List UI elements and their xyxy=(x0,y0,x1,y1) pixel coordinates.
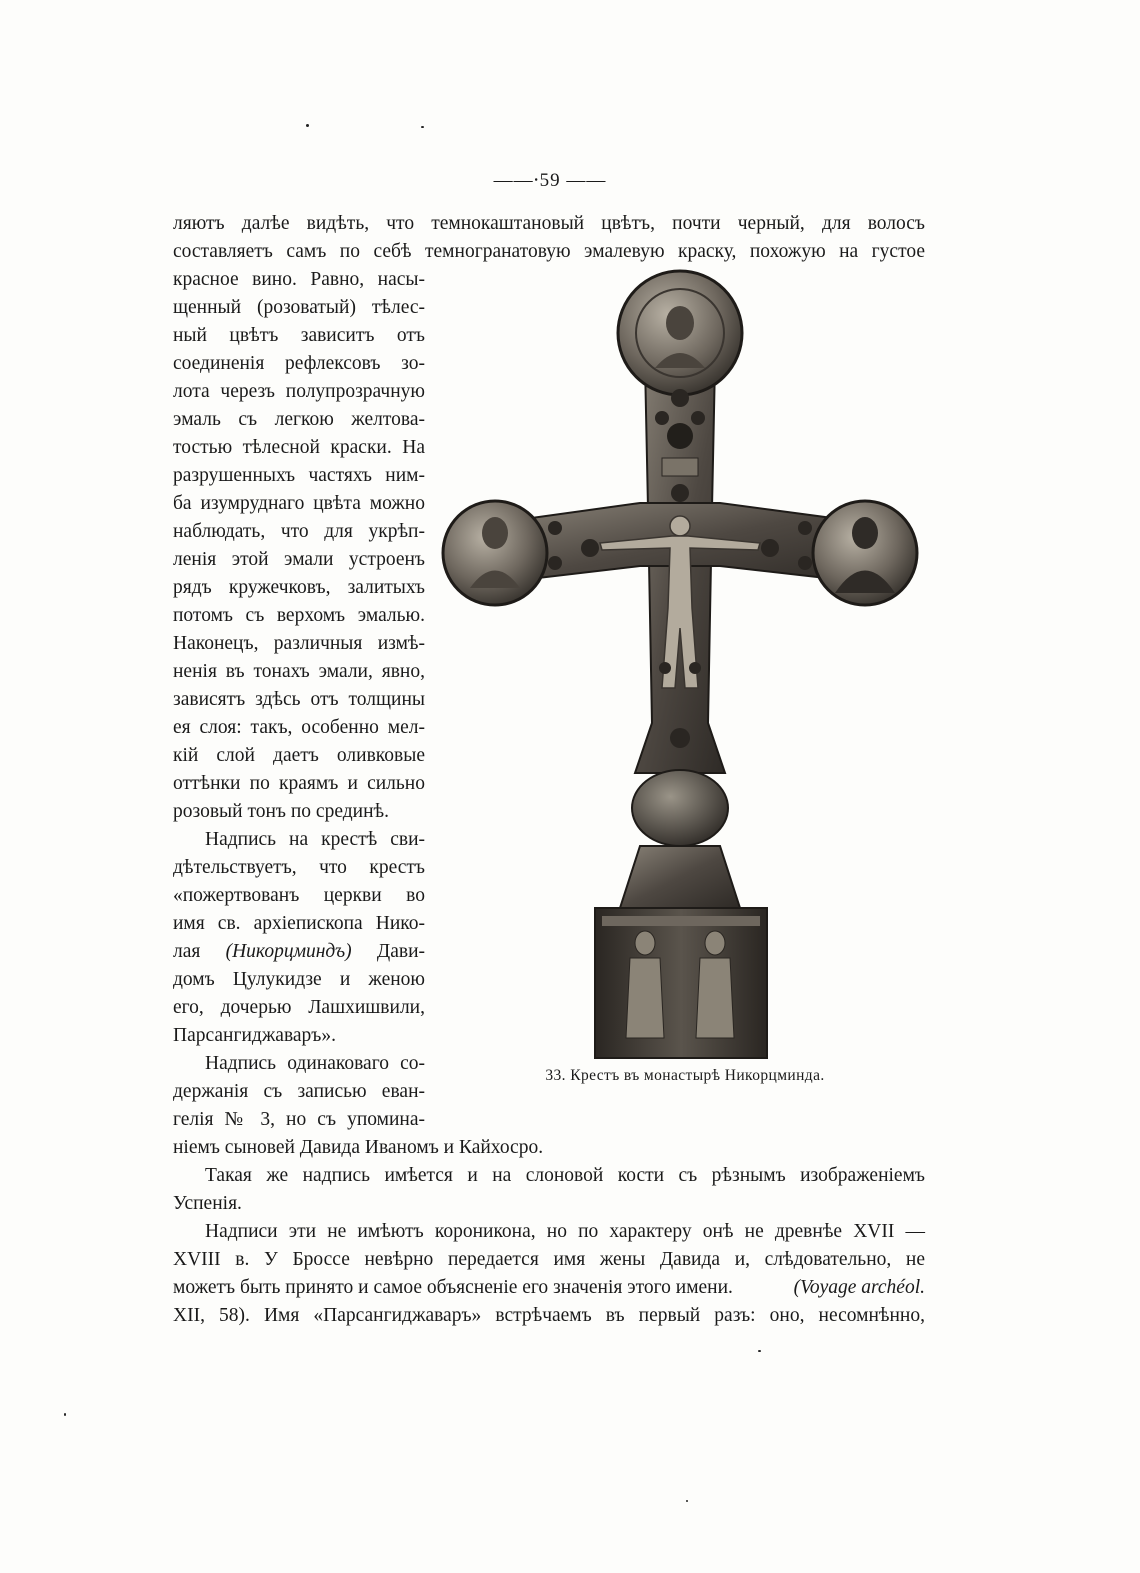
scan-speck xyxy=(686,1500,688,1502)
text-line: розовый тонъ по срединѣ. xyxy=(173,801,389,822)
text-line: его, дочерью Лашхишвили, xyxy=(173,997,425,1018)
text-line: Надпись на крестѣ сви- xyxy=(205,829,425,850)
text-line: зависятъ здѣсь отъ толщины xyxy=(173,689,425,710)
text-line: гелія № 3, но съ упомина- xyxy=(173,1109,425,1130)
text-line: XVIII в. У Броссе невѣрно передается имя жены Давида и, слѣдовательно, не xyxy=(173,1249,925,1270)
scan-speck xyxy=(758,1350,761,1352)
text-line: имя св. архіепископа Нико- xyxy=(173,913,425,934)
text-line: Успенія. xyxy=(173,1193,242,1214)
scan-speck xyxy=(306,124,309,127)
text-line: дѣтельствуетъ, что крестъ xyxy=(173,857,425,878)
text-line: Парсангиджаваръ». xyxy=(173,1025,337,1046)
text-line: соединенія рефлексовъ зо- xyxy=(173,353,425,374)
text-line: ея слоя: такъ, особенно мел- xyxy=(173,717,425,738)
text-line: разрушенныхъ частяхъ ним- xyxy=(173,465,425,486)
text-emphasis: (Voyage archéol. xyxy=(793,1277,925,1298)
text-line: домъ Цулукидзе и женою xyxy=(173,969,425,990)
text-line: Такая же надпись имѣется и на слоновой кости съ рѣзнымъ изображеніемъ xyxy=(205,1165,925,1186)
text-line: ный цвѣтъ зависитъ отъ xyxy=(173,325,425,346)
text-line: кій слой даетъ оливковые xyxy=(173,745,425,766)
text-line xyxy=(173,1274,925,1302)
processional-cross-icon xyxy=(440,268,930,1063)
cross-base xyxy=(595,908,767,1058)
text-line: XII, 58). Имя «Парсангиджаваръ» встрѣчаемъ въ первый разъ: оно, несомнѣнно, xyxy=(173,1305,925,1326)
text-line: Надпись одинаковаго со- xyxy=(205,1053,425,1074)
text-line: потомъ съ верхомъ эмалью. xyxy=(173,605,425,626)
text-line: щенный (розоватый) тѣлес- xyxy=(173,297,425,318)
text-line: Надписи эти не имѣютъ короникона, но по характеру онѣ не древнѣе XVII — xyxy=(205,1221,925,1242)
text-line xyxy=(173,938,425,966)
text-line: Наконецъ, различныя измѣ- xyxy=(173,633,425,654)
text-line: «пожертвованъ церкви во xyxy=(173,885,425,906)
page-number: ——⸱59 —— xyxy=(493,170,607,191)
text-line: красное вино. Равно, насы- xyxy=(173,269,425,290)
text-line: оттѣнки по краямъ и сильно xyxy=(173,773,425,794)
text-emphasis: (Никорцминдъ) xyxy=(225,941,352,962)
text-line: ненія въ тонахъ эмали, явно, xyxy=(173,661,425,682)
scan-speck xyxy=(64,1413,66,1416)
cross-figure xyxy=(440,268,930,1063)
text-line: лота черезъ полупрозрачную xyxy=(173,381,425,402)
text-line: составляетъ самъ по себѣ темногранатовую эмалевую краску, похожую на густое xyxy=(173,241,925,262)
text-line: эмаль съ легкою желтова- xyxy=(173,409,425,430)
text-segment: можетъ быть принято и самое объясненіе его значенія этого имени. xyxy=(173,1277,733,1298)
figure-caption: 33. Крестъ въ монастырѣ Никорцминда. xyxy=(545,1067,825,1084)
text-word: Дави- xyxy=(376,941,425,962)
cross-base-cap xyxy=(620,846,740,908)
text-line: наблюдать, что для укрѣп- xyxy=(173,521,425,542)
text-line: тостью тѣлесной краски. На xyxy=(173,437,425,458)
left-medallion xyxy=(443,501,547,605)
text-word: лая xyxy=(173,941,201,962)
text-line: рядъ кружечковъ, залитыхъ xyxy=(173,577,425,598)
text-line: ленія этой эмали устроенъ xyxy=(173,549,425,570)
text-line: ляютъ далѣе видѣть, что темнокаштановый цвѣтъ, почти черный, для волосъ xyxy=(173,213,925,234)
cross-knop xyxy=(632,770,728,846)
text-line: ба изумруднаго цвѣта можно xyxy=(173,493,425,514)
text-line: держанія съ записью еван- xyxy=(173,1081,425,1102)
text-line: ніемъ сыновей Давида Иваномъ и Кайхосро. xyxy=(173,1137,544,1158)
scan-speck xyxy=(421,126,424,128)
